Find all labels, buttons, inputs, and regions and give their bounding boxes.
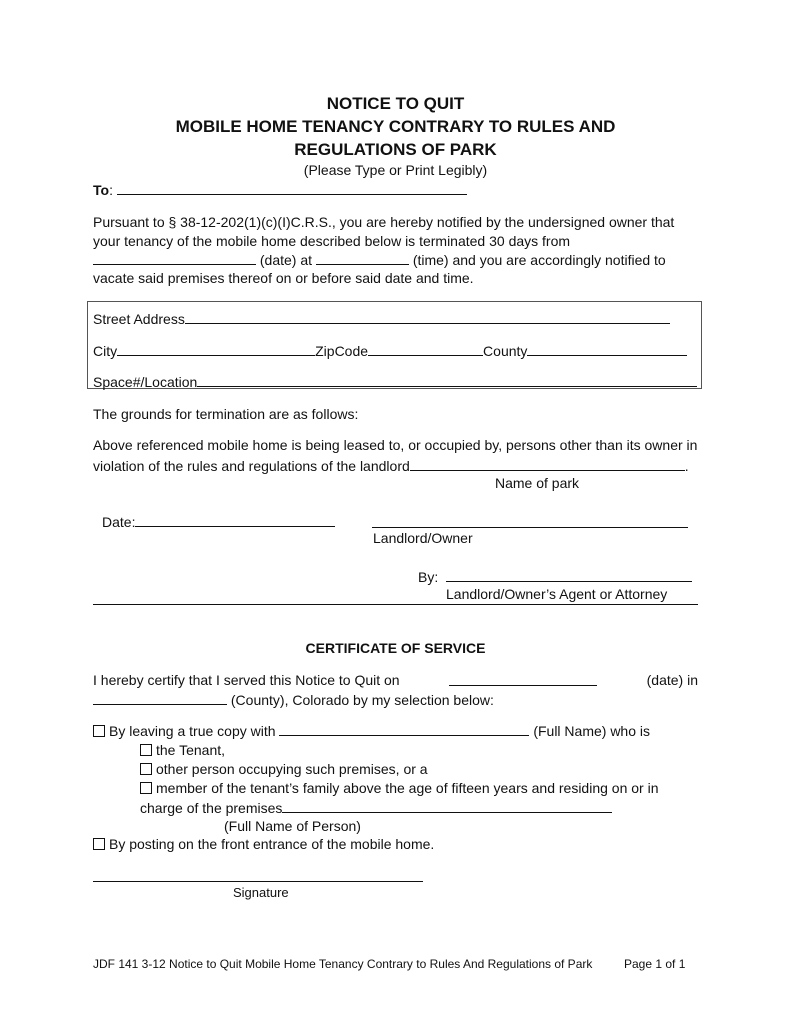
agent-caption: Landlord/Owner’s Agent or Attorney (446, 586, 668, 602)
leave-copy-label: By leaving a true copy with (109, 723, 276, 739)
service-date-blank[interactable] (449, 672, 597, 686)
time-label: (time) and you are accordingly notified to (412, 252, 666, 268)
space-row (93, 373, 697, 390)
street-row (93, 310, 670, 327)
date-blank[interactable] (135, 513, 335, 527)
to-colon: : (109, 182, 113, 198)
landlord-signature-line[interactable] (372, 527, 688, 528)
by-label: By: (418, 569, 439, 585)
street-label: Street Address (93, 311, 185, 327)
other-person-checkbox[interactable] (140, 763, 152, 775)
tenant-label: the Tenant, (156, 742, 226, 758)
date-at-label: (date) at (259, 252, 313, 268)
posting-label: By posting on the front entrance of the mobile home. (109, 836, 435, 852)
zip-blank[interactable] (368, 342, 483, 356)
person-full-name-blank[interactable] (282, 799, 612, 813)
tenant-checkbox[interactable] (140, 744, 152, 756)
city-blank[interactable] (117, 342, 315, 356)
notice-line-2: your tenancy of the mobile home described below is terminated 30 days from (93, 233, 571, 249)
sub-option-other-person (140, 761, 428, 777)
termination-date-blank[interactable] (93, 251, 256, 265)
title-line-3: REGULATIONS OF PARK (294, 140, 497, 159)
certificate-line-1-text: I hereby certify that I served this Notice to Quit on (93, 672, 400, 688)
grounds-line-2 (93, 457, 689, 474)
notice-line-1: Pursuant to § 38-12-202(1)(c)(I)C.R.S., you are hereby notified by the undersigned owner that (93, 214, 675, 230)
city-label: City (93, 343, 118, 359)
to-label: To (93, 182, 110, 198)
sub-option-family-member (140, 780, 658, 796)
family-member-checkbox[interactable] (140, 782, 152, 794)
subtitle: (Please Type or Print Legibly) (303, 162, 488, 178)
option-leave-copy (93, 722, 650, 739)
full-name-blank[interactable] (279, 722, 529, 736)
notice-line-3 (93, 251, 666, 268)
signature-caption: Signature (233, 885, 289, 900)
option-posting (93, 836, 434, 852)
certificate-line-2 (93, 691, 494, 708)
to-blank[interactable] (117, 181, 467, 195)
to-row (93, 181, 467, 198)
zip-label: ZipCode (315, 343, 369, 359)
posting-checkbox[interactable] (93, 838, 105, 850)
certificate-line-2-text: (County), Colorado by my selection below: (230, 692, 494, 708)
title-line-2: MOBILE HOME TENANCY CONTRARY TO RULES AND (175, 117, 616, 136)
county-blank[interactable] (527, 342, 687, 356)
certificate-heading: CERTIFICATE OF SERVICE (305, 640, 486, 656)
sub-option-tenant (140, 742, 225, 758)
park-name-caption: Name of park (495, 475, 580, 491)
leave-copy-checkbox[interactable] (93, 725, 105, 737)
street-blank[interactable] (185, 310, 670, 324)
grounds-line-2-period: . (684, 458, 689, 474)
city-row (93, 342, 687, 359)
agent-signature-blank[interactable] (446, 568, 692, 582)
grounds-line-1: Above referenced mobile home is being leased to, or occupied by, persons other than its owner in (93, 437, 698, 453)
footer-form-id: JDF 141 3-12 Notice to Quit Mobile Home Tenancy Contrary to Rules And Regulations of Park (93, 957, 593, 971)
charge-of-premises-label: charge of the premises (140, 800, 283, 816)
county-label: County (483, 343, 528, 359)
grounds-line-2-text: violation of the rules and regulations of the landlord (93, 458, 410, 474)
notice-line-4: vacate said premises thereof on or before said date and time. (93, 270, 474, 286)
space-label: Space#/Location (93, 374, 198, 390)
full-name-of-person-caption: (Full Name of Person) (224, 818, 361, 834)
by-row (418, 568, 692, 585)
server-signature-line[interactable] (93, 881, 423, 882)
title-line-1: NOTICE TO QUIT (326, 94, 465, 113)
other-person-label: other person occupying such premises, or a (156, 761, 428, 777)
certificate-date-in: (date) in (646, 672, 698, 688)
date-row (102, 513, 335, 530)
footer-page-number: Page 1 of 1 (624, 957, 686, 971)
service-county-blank[interactable] (93, 691, 227, 705)
park-name-blank[interactable] (410, 457, 685, 471)
termination-time-blank[interactable] (316, 251, 409, 265)
landlord-caption: Landlord/Owner (373, 530, 473, 546)
date-label: Date: (102, 514, 136, 530)
family-member-label: member of the tenant’s family above the age of fifteen years and residing on or in (156, 780, 659, 796)
space-blank[interactable] (197, 373, 697, 387)
section-divider (93, 604, 698, 605)
charge-of-premises-row (140, 799, 612, 816)
certificate-line-1 (93, 672, 698, 688)
grounds-intro: The grounds for termination are as follows: (93, 406, 359, 422)
full-name-label: (Full Name) who is (533, 723, 651, 739)
